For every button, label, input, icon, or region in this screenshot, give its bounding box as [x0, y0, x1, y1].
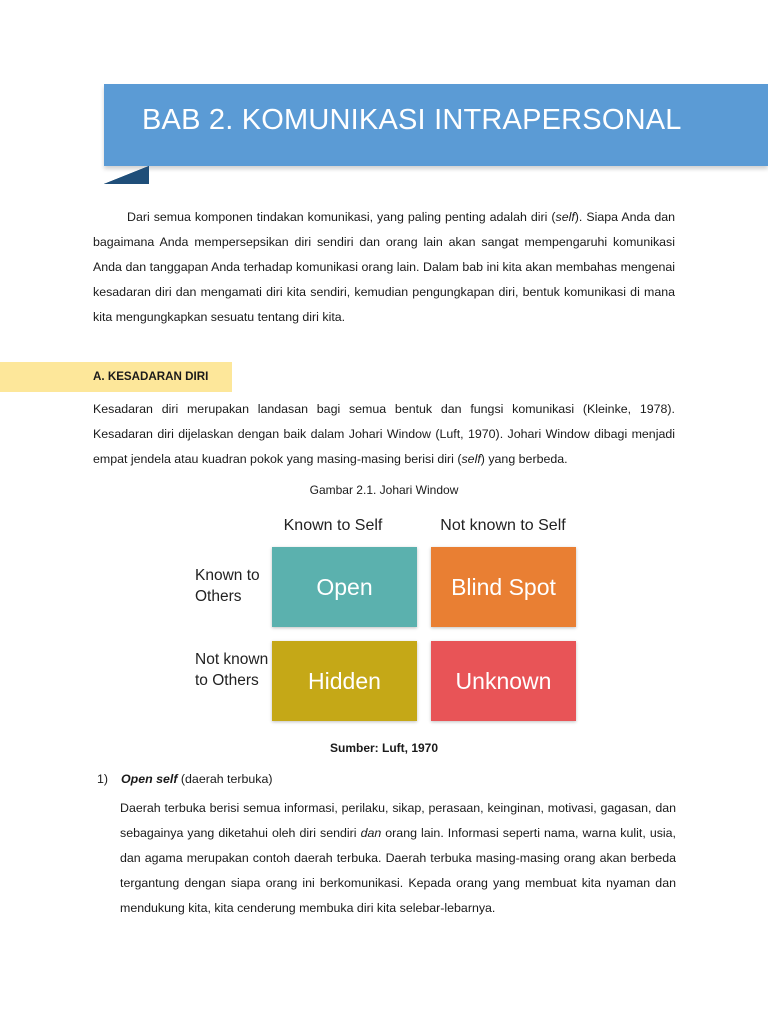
quadrant-unknown: Unknown [431, 641, 576, 721]
section-heading: A. KESADARAN DIRI [93, 370, 209, 383]
chapter-banner [104, 84, 768, 166]
list-text-end: orang lain. Informasi seperti nama, warna kulit, usia, dan agama merupakan contoh daerah terbuka. Daerah terbuka masing-masing orang akan berbeda tergantung dengan siapa orang ini berkomunikasi. Kepada orang yang membuat kita nyaman dan mendukung kita, kita cenderung membuka diri kita selebar-lebarnya. [120, 826, 676, 915]
list-term-suffix: (daerah terbuka) [177, 772, 273, 786]
row-header-known-to-others: Known to Others [195, 567, 260, 605]
section-text-start: Kesadaran diri merupakan landasan bagi semua bentuk dan fungsi komunikasi (Kleinke, 1978). Kesadaran diri dijelaskan dengan baik dalam Johari Window (Luft, 1970). Johari Window dibagi menjadi empat jendela atau kuadran pokok yang masing-masing berisi diri ( [93, 402, 675, 466]
list-item-heading [97, 772, 273, 786]
row-header-not-known-to-others: Not known to Others [195, 651, 269, 689]
quadrant-hidden: Hidden [272, 641, 417, 721]
quadrant-blind-spot: Blind Spot [431, 547, 576, 627]
intro-italic-self: self [555, 210, 575, 224]
list-item-paragraph [120, 796, 676, 921]
intro-paragraph [93, 205, 675, 330]
list-italic-dan: dan [360, 826, 382, 840]
figure-source: Sumber: Luft, 1970 [329, 741, 439, 755]
intro-text-end: ). Siapa Anda dan bagaimana Anda mempersepsikan diri sendiri dan orang lain akan sangat mempengaruhi komunikasi Anda dan tanggapan Anda terhadap komunikasi orang lain. Dalam bab ini kita akan membahas mengenai kesadaran diri dan mengamati diri kita sendiri, kemudian pengungkapan diri, bentuk komunikasi di mana kita mengungkapkan sesuatu tentang diri kita. [93, 210, 675, 324]
chapter-title: BAB 2. KOMUNIKASI INTRAPERSONAL [142, 104, 682, 136]
section-italic-self: self [461, 452, 481, 466]
list-number: 1) [97, 772, 109, 786]
intro-text-start: Dari semua komponen tindakan komunikasi, yang paling penting adalah diri ( [127, 210, 556, 224]
column-header-not-known-to-self: Not known to Self [440, 517, 566, 534]
banner-fold-decoration [104, 166, 149, 184]
list-text-start: Daerah terbuka berisi semua informasi, perilaku, sikap, perasaan, keinginan, motivasi, gagasan, dan sebagainya yang diketahui oleh diri sendiri [120, 801, 676, 840]
figure-caption: Gambar 2.1. Johari Window [309, 483, 459, 497]
section-paragraph [93, 397, 675, 472]
column-header-known-to-self: Known to Self [283, 517, 383, 534]
list-term: Open self [121, 772, 178, 786]
section-text-end: ) yang berbeda. [480, 452, 568, 466]
quadrant-open: Open [272, 547, 417, 627]
section-heading-bar [0, 362, 232, 392]
